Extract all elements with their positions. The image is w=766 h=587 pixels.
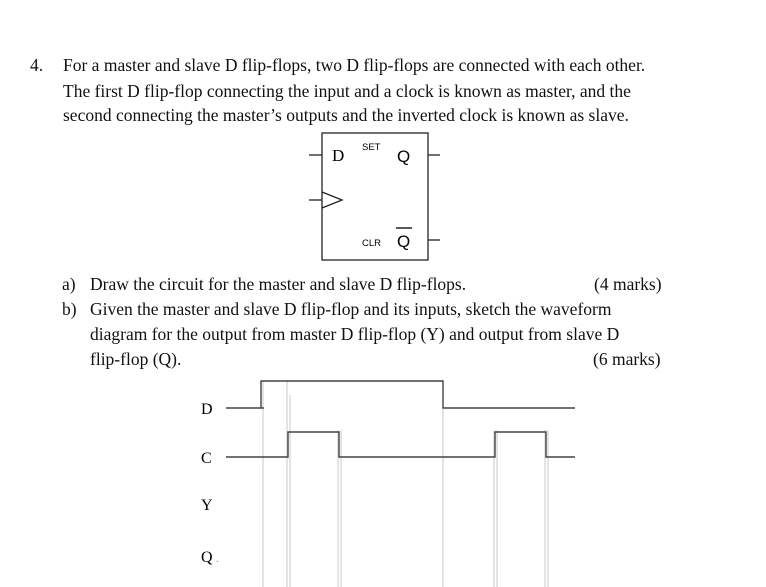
question-line-3: second connecting the master’s outputs and the inverted clock is known as slave. [63, 105, 629, 125]
question-line-2: The first D flip-flop connecting the input and a clock is known as master, and the [63, 81, 631, 101]
signal-label-d: D [201, 401, 213, 418]
signal-label-q: Q [201, 549, 213, 566]
d-pin-label: D [332, 146, 345, 165]
signal-label-y: Y [201, 497, 213, 514]
q-pin-label: Q [397, 147, 411, 166]
question-number: 4. [30, 55, 44, 75]
part-b-line-2: diagram for the output from master D flip-flop (Y) and output from slave D [90, 324, 620, 344]
part-b-line-1: Given the master and slave D flip-flop and its inputs, sketch the waveform [90, 299, 612, 319]
clock-triangle-icon [322, 192, 342, 208]
timing-guide-lines [263, 380, 548, 587]
question-line-1: For a master and slave D flip-flops, two D flip-flops are connected with each other. [63, 55, 646, 75]
set-pin-label: SET [362, 142, 381, 153]
c-signal-trace [226, 432, 575, 457]
waveform-diagram [201, 380, 575, 587]
part-a-label: a) [62, 274, 76, 294]
part-b-line-3: flip-flop (Q). [90, 349, 182, 369]
d-signal-trace [226, 381, 575, 408]
stray-dot: . [216, 554, 219, 565]
q-bar-pin-label: Q [397, 232, 411, 251]
part-a-text: Draw the circuit for the master and slave D flip-flops. [90, 274, 467, 294]
d-flip-flop-symbol [309, 133, 440, 260]
clr-pin-label: CLR [362, 238, 382, 249]
signal-label-c: C [201, 450, 212, 467]
part-b-label: b) [62, 299, 77, 319]
part-b-marks: (6 marks) [593, 349, 661, 369]
part-a-marks: (4 marks) [594, 274, 662, 294]
